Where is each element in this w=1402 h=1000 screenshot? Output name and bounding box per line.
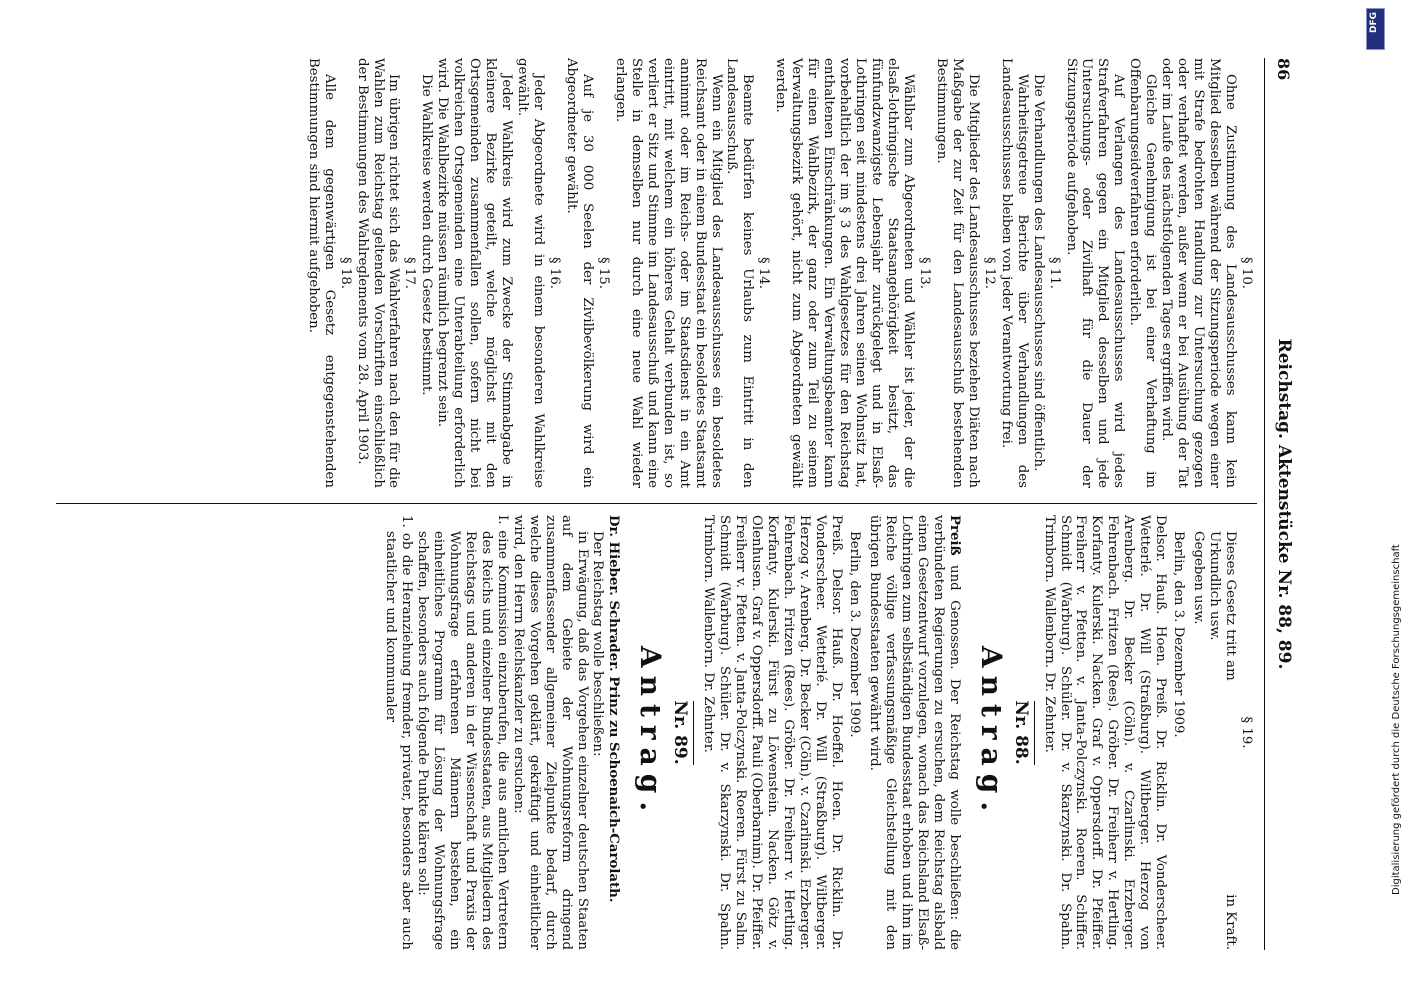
enactment-clause: Dieses Gesetz tritt am <box>1223 531 1239 681</box>
paragraph: Gegeben usw. <box>1191 531 1207 625</box>
page-title: Reichstag. Aktenstücke Nr. 88, 89. <box>1274 338 1294 670</box>
paragraph: Die Wahlkreise werden durch Gesetz bestimmt. <box>419 74 435 396</box>
paragraph: Die Verhandlungen des Landesausschusses sind öffentlich. <box>1030 74 1046 472</box>
digitization-credit: Digitalisierung gefördert durch die Deutsche Forschungsgemeinschaft <box>1391 544 1402 895</box>
date-line: Berlin, den 3. Dezember 1909. <box>846 531 862 738</box>
document-number: Nr. 88. <box>1010 700 1031 765</box>
page-header <box>1265 58 1294 950</box>
paragraph: Beamte bedürfen keines Urlaubs zum Eintritt in den Landesausschuß. <box>724 58 756 488</box>
page-number: 86 <box>1274 58 1293 81</box>
motion-heading: Antrag. <box>634 645 668 820</box>
paragraph: Auf je 30 000 Seelen der Zivilbevölkerung wird ein Abgeordneter gewählt. <box>563 58 595 488</box>
paragraph: Auf Verlangen des Landesausschusses wird jedes Strafverfahren gegen ein Mitglied desselben und jede Untersuchungs- oder Zivilhaft für die Dauer der Sitzungsperiode aufgehoben. <box>1063 58 1127 488</box>
paragraph: Die Mitglieder des Landesausschusses beziehen Diäten nach Maßgabe der zur Zeit für den Landesausschuß bestehenden Bestimmungen. <box>933 58 981 488</box>
list-item: I. eine Kommission einzuberufen, die aus amtlichen Vertretern des Reichs und einzelner Bundesstaaten, aus Mitgliedern des Reichstags und anderen in der Wissenschaft und Praxis der Wohnungsfrage erfahrenen Männern bestehen, ein einheitliches Programm für Lösung der Wohnungsfrage schaffen, besonders auch folgende Punkte klären soll: <box>415 515 510 950</box>
paragraph: Ohne Zustimmung des Landesausschusses kann kein Mitglied desselben während der Sitzungsperiode wegen einer mit Strafe bedrohten Handlung zur Untersuchung gezogen oder verhaftet werden, außer wenn er bei Ausübung der Tat oder im Laufe des nächstfolgenden Tages ergriffen wird. <box>1159 58 1239 488</box>
motion-sponsor: Preiß <box>946 515 962 556</box>
left-column <box>305 58 1255 488</box>
separator-rule <box>693 701 694 765</box>
dfg-logo <box>1366 8 1385 50</box>
signatories: Preiß. Delsor. Hauß. Dr. Hoeffel. Hoen. Dr. Ricklin. Dr. Vonderscheer. Wetterlé. Dr. Will (Straßburg). Wiltberger. Herzog v. Arenberg. Dr. Becker (Cöln). v. Czarlinski. Erzberger. Fehrenbach. Fritzen (Rees). Gröber. Dr. Freiherr v. Hertling. Korfanty. Kulerski. Fürst zu Löwenstein. Nacken. Götz v. Olenhusen. Graf v. Oppersdorff. Pauli (Oberbarnim). Dr. Pfeiffer. Freiherr v. Pfetten. v. Janta-Polczynski. Roeren. Fürst zu Salm. Schmidt (Warburg). Schüler. Dr. v. Skarzynski. Dr. Spahn. Trimborn. Wallenborn. Dr. Zehnter. <box>701 515 844 950</box>
paragraph: Jeder Wahlkreis wird zum Zwecke der Stimmabgabe in kleinere Bezirke geteilt, welche möglichst mit den Ortsgemeinden zusammenfallen sollen, sofern nicht bei volkreichen Ortsgemeinden eine Unterabteilung erforderlich wird. Die Wahlbezirke müssen räumlich begrenzt sein. <box>435 58 515 488</box>
section-heading: § 13. <box>916 256 932 290</box>
section-heading: § 12. <box>981 256 997 290</box>
paragraph: Wählbar zum Abgeordneten und Wähler ist jeder, der die elsaß-lothringische Staatsangehörigkeit besitzt, das fünfundzwanzigste Lebensjahr zurückgelegt und in Elsaß-Lothringen seit mindestens drei Jahren seinen Wohnsitz hat, vorbehaltlich der im § 3 des Wahlgesetzes für den Reichstag enthaltenen Einschränkungen. Ein Verwaltungsbeamter kann für einen Wahlbezirk, der ganz oder zum Teil zu seinem Verwaltungsbezirk gehört, nicht zum Abgeordneten gewählt werden. <box>773 58 916 488</box>
motion-heading: Antrag. <box>974 645 1008 820</box>
paragraph: Im übrigen richtet sich das Wahlverfahren nach den für die Wahlen zum Reichstag geltenden Vorschriften einschließlich der Bestimmungen des Wahlreglements vom 28. April 1903. <box>354 58 402 488</box>
paragraph: Wahrheitsgetreue Berichte über Verhandlungen des Landesausschusses bleiben von jeder Verantwortung frei. <box>998 58 1030 488</box>
document-page <box>56 58 1294 950</box>
signatories: Delsor. Hauß. Hoen. Preiß. Dr. Ricklin. Dr. Vonderscheer. Wetterlé. Dr. Will (Straßburg). Wiltberger. Herzog von Arenberg. Dr. Becker (Cöln). v. Czarlinski. Erzberger. Fehrenbach. Fritzen (Rees). Gröber. Dr. Freiherr v. Hertling. Korfanty. Kulerski. Nacken. Graf v. Oppersdorff. Dr. Pfeiffer. Freiherr v. Pfetten. v. Janta-Polczynski. Roeren. Schiffer. Schmidt (Warburg). Schüler. Dr. v. Skarzynski. Dr. Spahn. Trimborn. Wallenborn. Dr. Zehnter. <box>1041 515 1169 950</box>
paragraph: Jeder Abgeordnete wird in einem besonderen Wahlkreise gewählt. <box>515 58 547 488</box>
motion-sponsors: Dr. Hieber. Schrader. Prinz zu Schoenaich-Carolath. <box>606 515 622 903</box>
header-rule <box>1264 58 1265 950</box>
paragraph: Der Reichstag wolle beschließen: <box>590 531 606 757</box>
paragraph: in Erwägung, daß das Vorgehen einzelner deutschen Staaten auf dem Gebiete der Wohnungsreform dringend zusammenfassender allgemeiner Zielpunkte bedarf, durch welche dieses Vorgehen geklärt, gekräftigt und einheitlicher wird, den Herrn Reichskanzler zu ersuchen: <box>510 515 590 950</box>
section-heading: § 18. <box>337 256 353 290</box>
date-line: Berlin, den 3. Dezember 1909. <box>1171 531 1187 738</box>
right-column <box>382 515 1255 950</box>
motion-text: und Genossen. Der Reichstag wolle beschließen: die verbündeten Regierungen zu ersuchen, dem Reichstag alsbald einen Gesetzentwurf vorzulegen, wonach das Reichsland Elsaß-Lothringen zum selbständigen Bundesstaat erhoben und ihm im Reiche völlige verfassungsmäßige Gleichstellung mit den übrigen Bundesstaaten gewährt wird. <box>866 515 962 950</box>
paragraph: Alle dem gegenwärtigen Gesetz entgegenstehenden Bestimmungen sind hiermit aufgehoben. <box>305 58 337 488</box>
paragraph <box>1222 515 1238 950</box>
section-heading: § 15. <box>595 256 611 290</box>
paragraph: Gleiche Genehmigung ist bei einer Verhaftung im Offenbarungseidverfahren erforderlich. <box>1127 58 1159 488</box>
enactment-tail: in Kraft. <box>1223 894 1239 950</box>
list-item: 1. ob die Heranziehung fremder, privater, besonders aber auch staatlicher und kommunaler <box>383 515 415 950</box>
dfg-logo-text: DFG <box>1369 11 1379 33</box>
column-divider <box>56 503 1257 504</box>
separator-rule <box>1034 701 1035 765</box>
section-heading: § 19. <box>1239 716 1254 749</box>
paragraph <box>866 515 962 950</box>
section-heading: § 14. <box>756 256 772 290</box>
section-heading: § 10. <box>1239 256 1254 290</box>
section-heading: § 17. <box>402 256 418 290</box>
section-heading: § 16. <box>547 256 563 290</box>
paragraph: Urkundlich usw. <box>1207 531 1223 641</box>
paragraph: Wenn ein Mitglied des Landesausschusses ein besoldetes Reichsamt oder in einem Bundesstaat ein besoldetes Staatsamt annimmt oder im Reichs- oder im Staatsdienst in ein Amt eintritt, mit welchem ein höheres Gehalt verbunden ist, so verliert er Sitz und Stimme im Landesausschuß und kann eine Stelle in demselben nur durch eine neue Wahl wieder erlangen. <box>612 58 724 488</box>
document-number: Nr. 89. <box>670 700 691 765</box>
section-heading: § 11. <box>1046 256 1062 290</box>
